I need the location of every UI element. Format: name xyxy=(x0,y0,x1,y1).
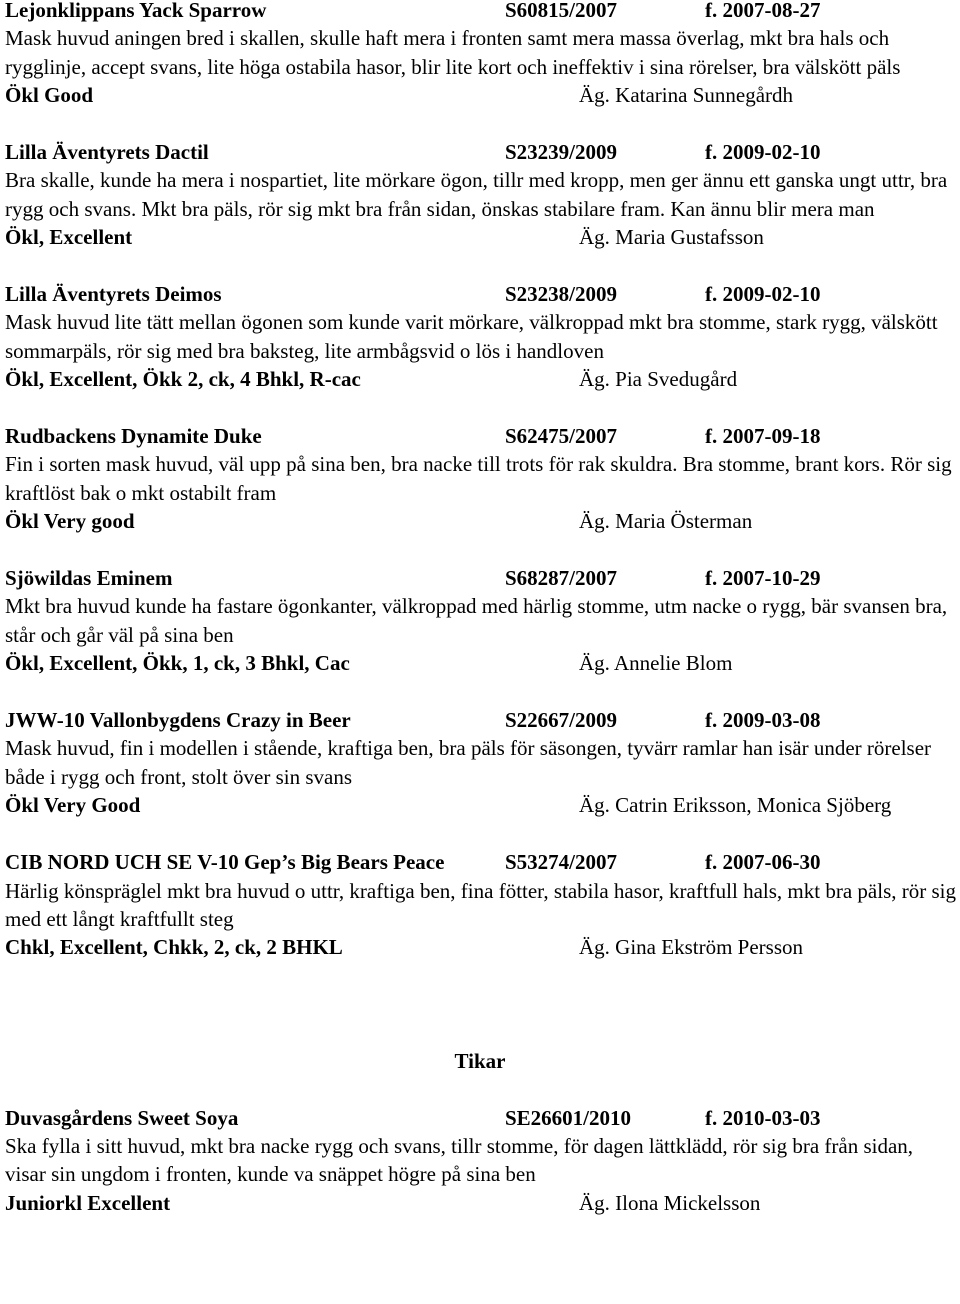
birth-date: f. 2007-08-27 xyxy=(705,0,821,22)
placement-result: Chkl, Excellent, Chkk, 2, ck, 2 BHKL xyxy=(5,935,343,960)
placement-result: Ökl Very good xyxy=(5,509,135,534)
owner-name: Äg. Maria Österman xyxy=(579,509,753,534)
registration-number: S23239/2009 xyxy=(505,140,618,165)
entry-header xyxy=(5,280,957,308)
entry-header xyxy=(5,706,957,734)
birth-date: f. 2009-03-08 xyxy=(705,708,821,733)
registration-number: S62475/2007 xyxy=(505,424,618,449)
dog-entry xyxy=(5,706,957,820)
results-document xyxy=(5,0,957,1246)
placement-result: Ökl Good xyxy=(5,83,94,108)
entry-header xyxy=(5,1104,957,1132)
entry-header xyxy=(5,138,957,166)
female-entries xyxy=(5,1104,957,1218)
birth-date: f. 2010-03-03 xyxy=(705,1105,821,1130)
placement-result: Ökl, Excellent, Ökk 2, ck, 4 Bhkl, R-cac xyxy=(5,367,361,392)
birth-date: f. 2007-06-30 xyxy=(705,850,821,875)
dog-entry xyxy=(5,848,957,962)
birth-date: f. 2009-02-10 xyxy=(705,282,821,307)
registration-number: SE26601/2010 xyxy=(505,1105,632,1130)
critique-text: Mask huvud aningen bred i skallen, skulle haft mera i fronten samt mera massa överlag, mkt bra hals och rygglinje, accept svans, lite höga ostabila hasor, blir lite kort och ineffektiv i sina rörelser, bra välskött päls xyxy=(5,26,901,79)
birth-date: f. 2007-10-29 xyxy=(705,566,821,591)
entry-result xyxy=(5,507,957,535)
critique-text: Mask huvud lite tätt mellan ögonen som kunde varit mörkare, välkroppad mkt bra stomme, stark rygg, välskött sommarpäls, rör sig med bra baksteg, lite armbågsvid o lös i handloven xyxy=(5,310,938,363)
dog-entry xyxy=(5,564,957,678)
entry-header xyxy=(5,848,957,876)
entry-header xyxy=(5,422,957,450)
section-title-females: Tikar xyxy=(454,1048,506,1073)
dog-name: Lilla Äventyrets Deimos xyxy=(5,282,222,307)
owner-name: Äg. Catrin Eriksson, Monica Sjöberg xyxy=(579,793,892,818)
entry-result xyxy=(5,223,957,251)
birth-date: f. 2007-09-18 xyxy=(705,424,821,449)
placement-result: Juniorkl Excellent xyxy=(5,1190,171,1215)
owner-name: Äg. Katarina Sunnegårdh xyxy=(579,83,794,108)
dog-entry xyxy=(5,1104,957,1218)
critique-text: Fin i sorten mask huvud, väl upp på sina ben, bra nacke till trots för rak skuldra. Bra stomme, brant kors. Rör sig kraftlöst bak o mkt ostabilt fram xyxy=(5,452,952,505)
dog-name: JWW-10 Vallonbygdens Crazy in Beer xyxy=(5,708,351,733)
registration-number: S68287/2007 xyxy=(505,566,618,591)
registration-number: S53274/2007 xyxy=(505,850,618,875)
dog-entry xyxy=(5,422,957,536)
dog-name: Lejonklippans Yack Sparrow xyxy=(5,0,267,22)
placement-result: Ökl Very Good xyxy=(5,793,141,818)
dog-name: CIB NORD UCH SE V-10 Gep’s Big Bears Peace xyxy=(5,850,445,875)
critique-text: Mkt bra huvud kunde ha fastare ögonkanter, välkroppad med härlig stomme, utm nacke o rygg, bär svansen bra, står och går väl på sina ben xyxy=(5,594,948,647)
placement-result: Ökl, Excellent xyxy=(5,225,133,250)
owner-name: Äg. Gina Ekström Persson xyxy=(579,935,803,960)
dog-name: Rudbackens Dynamite Duke xyxy=(5,424,262,449)
entry-header xyxy=(5,0,957,24)
owner-name: Äg. Maria Gustafsson xyxy=(579,225,764,250)
registration-number: S22667/2009 xyxy=(505,708,618,733)
entry-result xyxy=(5,933,957,961)
entry-header xyxy=(5,564,957,592)
entry-result xyxy=(5,81,957,109)
birth-date: f. 2009-02-10 xyxy=(705,140,821,165)
critique-text: Bra skalle, kunde ha mera i nospartiet, lite mörkare ögon, tillr med kropp, men ger ännu ett ganska ungt uttr, bra rygg och svans. Mkt bra päls, rör sig mkt bra från sidan, önskas stabilare fram. Kan ännu blir mera man xyxy=(5,168,948,221)
registration-number: S23238/2009 xyxy=(505,282,618,307)
critique-text: Ska fylla i sitt huvud, mkt bra nacke rygg och svans, tillr stomme, för dagen lättklädd, rör sig bra från sidan, visar sin ungdom i fronten, kunde va snäppet högre på sina ben xyxy=(5,1133,914,1187)
dog-entry xyxy=(5,138,957,252)
dog-entry xyxy=(5,0,957,110)
dog-name: Duvasgårdens Sweet Soya xyxy=(5,1105,239,1130)
dog-entry xyxy=(5,280,957,394)
male-entries xyxy=(5,0,957,962)
registration-number: S60815/2007 xyxy=(505,0,618,22)
entry-result xyxy=(5,791,957,819)
owner-name: Äg. Pia Svedugård xyxy=(579,367,738,392)
dog-name: Lilla Äventyrets Dactil xyxy=(5,140,209,165)
dog-name: Sjöwildas Eminem xyxy=(5,566,173,591)
entry-result xyxy=(5,365,957,393)
owner-name: Äg. Annelie Blom xyxy=(579,651,733,676)
critique-text: Härlig könspräglel mkt bra huvud o uttr, kraftiga ben, fina fötter, stabila hasor, kraftfull hals, mkt bra päls, rör sig med ett långt kraftfullt steg xyxy=(5,878,956,931)
entry-result xyxy=(5,1189,957,1217)
owner-name: Äg. Ilona Mickelsson xyxy=(579,1190,761,1215)
placement-result: Ökl, Excellent, Ökk, 1, ck, 3 Bhkl, Cac xyxy=(5,651,350,676)
critique-text: Mask huvud, fin i modellen i stående, kraftiga ben, bra päls för säsongen, tyvärr ramlar han isär under rörelser både i rygg och front, stolt över sin svans xyxy=(5,736,932,789)
entry-result xyxy=(5,649,957,677)
